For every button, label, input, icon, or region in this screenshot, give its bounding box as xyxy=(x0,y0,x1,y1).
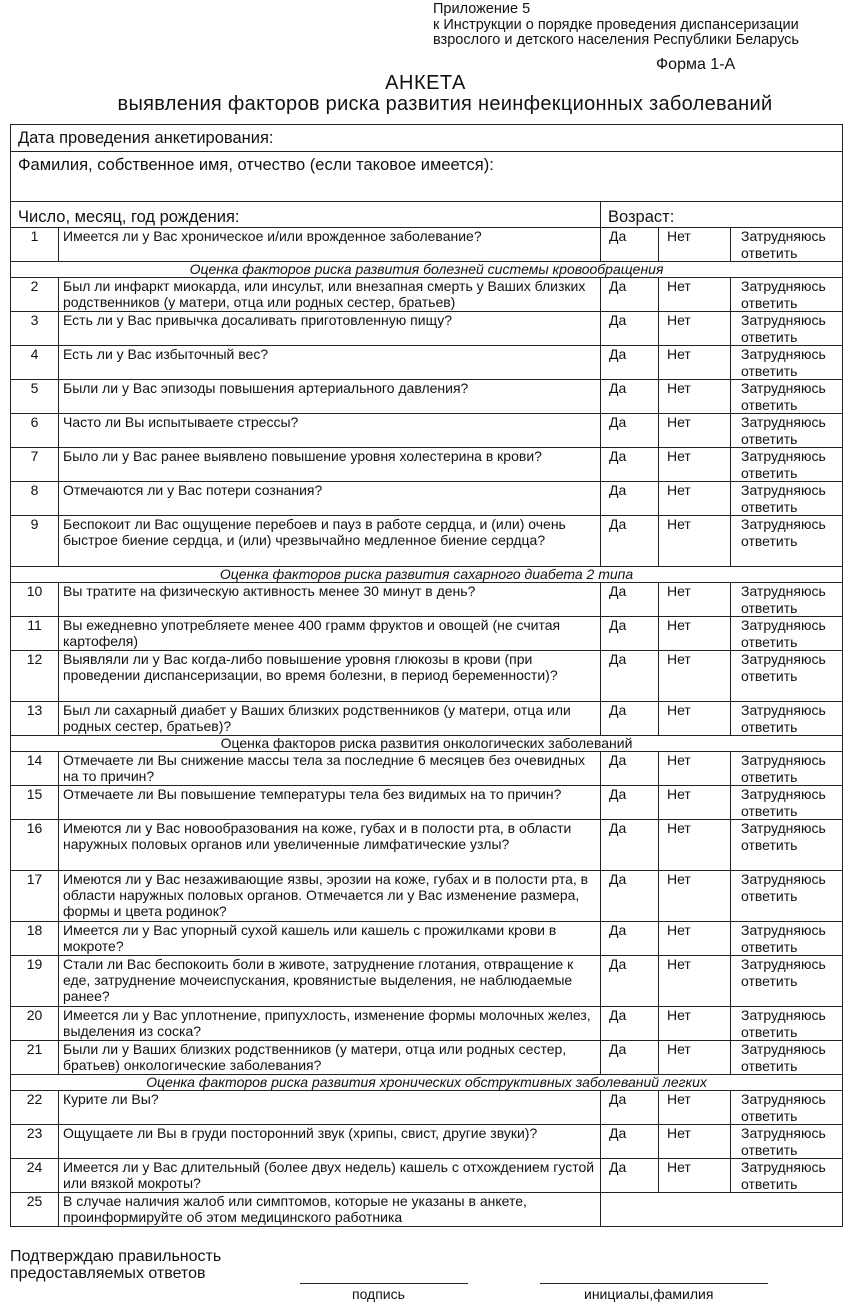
section-heading: Оценка факторов риска развития болезней системы кровообращения xyxy=(11,262,843,278)
answer-yes[interactable]: Да xyxy=(601,380,659,414)
birth-date-field[interactable]: Число, месяц, год рождения: xyxy=(11,202,601,228)
answer-unsure[interactable]: Затрудняюсь ответить xyxy=(731,1159,843,1193)
question-text: Вы тратите на физическую активность менее 30 минут в день? xyxy=(59,583,601,617)
question-number: 18 xyxy=(11,922,59,956)
answer-yes[interactable]: Да xyxy=(601,346,659,380)
appendix-reference-line1: к Инструкции о порядке проведения диспансеризации xyxy=(433,16,799,33)
answer-no[interactable]: Нет xyxy=(659,786,731,820)
answer-unsure[interactable]: Затрудняюсь ответить xyxy=(731,871,843,922)
question-number: 22 xyxy=(11,1091,59,1125)
date-row xyxy=(11,125,843,152)
question-number: 6 xyxy=(11,414,59,448)
answer-unsure[interactable]: Затрудняюсь ответить xyxy=(731,1091,843,1125)
date-field[interactable]: Дата проведения анкетирования: xyxy=(11,125,843,152)
question-number: 13 xyxy=(11,702,59,736)
section-row xyxy=(11,736,843,752)
answer-no[interactable]: Нет xyxy=(659,380,731,414)
question-row xyxy=(11,1091,843,1125)
answer-unsure[interactable]: Затрудняюсь ответить xyxy=(731,752,843,786)
question-row xyxy=(11,786,843,820)
answer-yes[interactable]: Да xyxy=(601,786,659,820)
answer-yes[interactable]: Да xyxy=(601,1159,659,1193)
answer-unsure[interactable]: Затрудняюсь ответить xyxy=(731,956,843,1007)
question-number: 15 xyxy=(11,786,59,820)
question-text: Курите ли Вы? xyxy=(59,1091,601,1125)
confirmation-text xyxy=(10,1248,221,1282)
answer-no[interactable]: Нет xyxy=(659,1125,731,1159)
answer-no[interactable]: Нет xyxy=(659,228,731,262)
question-row xyxy=(11,820,843,871)
question-text: Был ли сахарный диабет у Ваших близких родственников (у матери, отца или родных сестер, братьев)? xyxy=(59,702,601,736)
section-row xyxy=(11,1075,843,1091)
question-row xyxy=(11,482,843,516)
name-row xyxy=(11,152,843,202)
question-row xyxy=(11,414,843,448)
question-number: 25 xyxy=(11,1193,59,1227)
appendix-reference-line2: взрослого и детского населения Республики Беларусь xyxy=(433,32,799,48)
question-text: Был ли инфаркт миокарда, или инсульт, или внезапная смерть у Ваших близких родственников (у матери, отца или родных сестер, братьев) xyxy=(59,278,601,312)
question-row xyxy=(11,1007,843,1041)
answer-no[interactable]: Нет xyxy=(659,820,731,871)
question-number: 7 xyxy=(11,448,59,482)
question-row xyxy=(11,617,843,651)
question-row xyxy=(11,346,843,380)
answer-unsure[interactable]: Затрудняюсь ответить xyxy=(731,516,843,567)
answer-unsure[interactable]: Затрудняюсь ответить xyxy=(731,820,843,871)
question-row xyxy=(11,380,843,414)
answer-no[interactable]: Нет xyxy=(659,617,731,651)
question-number: 21 xyxy=(11,1041,59,1075)
question-text: Отмечаете ли Вы снижение массы тела за последние 6 месяцев без очевидных на то причин? xyxy=(59,752,601,786)
initials-label: инициалы,фамилия xyxy=(584,1286,714,1302)
answer-no[interactable]: Нет xyxy=(659,702,731,736)
answer-yes[interactable]: Да xyxy=(601,1041,659,1075)
answer-yes[interactable]: Да xyxy=(601,702,659,736)
answer-no[interactable]: Нет xyxy=(659,956,731,1007)
question-text: Имеется ли у Вас длительный (более двух недель) кашель с отхождением густой или вязкой мокроты? xyxy=(59,1159,601,1193)
answer-unsure[interactable]: Затрудняюсь ответить xyxy=(731,651,843,702)
answer-no[interactable]: Нет xyxy=(659,346,731,380)
answer-yes[interactable]: Да xyxy=(601,583,659,617)
answer-yes[interactable]: Да xyxy=(601,922,659,956)
question-number: 2 xyxy=(11,278,59,312)
question-row xyxy=(11,1125,843,1159)
appendix-number: Приложение 5 xyxy=(433,1,531,17)
signature-line[interactable] xyxy=(300,1283,468,1284)
question-number: 14 xyxy=(11,752,59,786)
answer-no[interactable]: Нет xyxy=(659,414,731,448)
question-row xyxy=(11,651,843,702)
answer-unsure[interactable]: Затрудняюсь ответить xyxy=(731,583,843,617)
answer-no[interactable]: Нет xyxy=(659,651,731,702)
answer-yes[interactable]: Да xyxy=(601,956,659,1007)
question-number: 1 xyxy=(11,228,59,262)
question-row xyxy=(11,1041,843,1075)
confirmation-line2: предоставляемых ответов xyxy=(10,1265,206,1282)
question-row xyxy=(11,871,843,922)
answer-unsure[interactable]: Затрудняюсь ответить xyxy=(731,414,843,448)
answer-no[interactable]: Нет xyxy=(659,922,731,956)
answer-yes[interactable]: Да xyxy=(601,871,659,922)
age-field[interactable]: Возраст: xyxy=(601,202,843,228)
question-text: Были ли у Вас эпизоды повышения артериального давления? xyxy=(59,380,601,414)
question-row xyxy=(11,312,843,346)
answer-yes[interactable]: Да xyxy=(601,1125,659,1159)
question-text: В случае наличия жалоб или симптомов, которые не указаны в анкете, проинформируйте об этом медицинского работника xyxy=(59,1193,601,1227)
question-number: 20 xyxy=(11,1007,59,1041)
questionnaire-table xyxy=(10,124,843,1227)
answer-unsure[interactable]: Затрудняюсь ответить xyxy=(731,346,843,380)
question-text: Есть ли у Вас привычка досаливать приготовленную пищу? xyxy=(59,312,601,346)
section-heading: Оценка факторов риска развития хронических обструктивных заболеваний легких xyxy=(11,1075,843,1091)
answer-no[interactable]: Нет xyxy=(659,482,731,516)
answer-no[interactable]: Нет xyxy=(659,1091,731,1125)
answer-yes[interactable]: Да xyxy=(601,820,659,871)
question-number: 11 xyxy=(11,617,59,651)
answer-yes[interactable]: Да xyxy=(601,1007,659,1041)
question-text: Отмечаете ли Вы повышение температуры тела без видимых на то причин? xyxy=(59,786,601,820)
question-row xyxy=(11,278,843,312)
initials-line[interactable] xyxy=(540,1283,768,1284)
answer-yes[interactable]: Да xyxy=(601,617,659,651)
answer-yes[interactable]: Да xyxy=(601,752,659,786)
free-text-answer-cell[interactable] xyxy=(601,1193,843,1227)
answer-no[interactable]: Нет xyxy=(659,871,731,922)
question-number: 16 xyxy=(11,820,59,871)
question-text: Было ли у Вас ранее выявлено повышение уровня холестерина в крови? xyxy=(59,448,601,482)
question-text: Имеется ли у Вас хроническое и/или врожденное заболевание? xyxy=(59,228,601,262)
answer-no[interactable]: Нет xyxy=(659,583,731,617)
question-row xyxy=(11,922,843,956)
answer-unsure[interactable]: Затрудняюсь ответить xyxy=(731,448,843,482)
signature-label: подпись xyxy=(352,1286,405,1302)
question-number: 3 xyxy=(11,312,59,346)
page-title: АНКЕТА xyxy=(385,72,466,94)
question-row xyxy=(11,516,843,567)
full-name-field[interactable]: Фамилия, собственное имя, отчество (если таковое имеется): xyxy=(11,152,843,202)
question-number: 23 xyxy=(11,1125,59,1159)
question-text: Имеются ли у Вас незаживающие язвы, эрозии на коже, губах и в полости рта, в области наружных половых органов. Отмечается ли у Вас изменение размера, формы и цвета родинок? xyxy=(59,871,601,922)
answer-yes[interactable]: Да xyxy=(601,414,659,448)
answer-yes[interactable]: Да xyxy=(601,228,659,262)
question-number: 8 xyxy=(11,482,59,516)
question-row xyxy=(11,752,843,786)
page-subtitle: выявления факторов риска развития неинфекционных заболеваний xyxy=(117,93,773,115)
question-row xyxy=(11,702,843,736)
answer-unsure[interactable]: Затрудняюсь ответить xyxy=(731,312,843,346)
answer-no[interactable]: Нет xyxy=(659,278,731,312)
answer-unsure[interactable]: Затрудняюсь ответить xyxy=(731,482,843,516)
question-row xyxy=(11,1159,843,1193)
answer-no[interactable]: Нет xyxy=(659,516,731,567)
section-heading: Оценка факторов риска развития сахарного диабета 2 типа xyxy=(11,567,843,583)
question-text: Были ли у Ваших близких родственников (у матери, отца или родных сестер, братьев) онкологические заболевания? xyxy=(59,1041,601,1075)
question-text: Имеется ли у Вас упорный сухой кашель или кашель с прожилками крови в мокроте? xyxy=(59,922,601,956)
question-row xyxy=(11,583,843,617)
answer-yes[interactable]: Да xyxy=(601,482,659,516)
question-text: Выявляли ли у Вас когда-либо повышение уровня глюкозы в крови (при проведении диспансеризации, во время болезни, в период беременности)? xyxy=(59,651,601,702)
confirmation-line1: Подтверждаю правильность xyxy=(10,1248,222,1265)
answer-unsure[interactable]: Затрудняюсь ответить xyxy=(731,1041,843,1075)
section-row xyxy=(11,262,843,278)
answer-no[interactable]: Нет xyxy=(659,312,731,346)
answer-no[interactable]: Нет xyxy=(659,1007,731,1041)
answer-unsure[interactable]: Затрудняюсь ответить xyxy=(731,278,843,312)
answer-no[interactable]: Нет xyxy=(659,448,731,482)
answer-unsure[interactable]: Затрудняюсь ответить xyxy=(731,228,843,262)
answer-yes[interactable]: Да xyxy=(601,1091,659,1125)
answer-no[interactable]: Нет xyxy=(659,1041,731,1075)
answer-yes[interactable]: Да xyxy=(601,516,659,567)
question-number: 17 xyxy=(11,871,59,922)
question-number: 24 xyxy=(11,1159,59,1193)
question-text: Имеются ли у Вас новообразования на коже, губах и в полости рта, в области наружных половых органов или увеличенные лимфатические узлы? xyxy=(59,820,601,871)
question-number: 10 xyxy=(11,583,59,617)
question-row xyxy=(11,228,843,262)
section-heading: Оценка факторов риска развития онкологических заболеваний xyxy=(11,736,843,752)
answer-yes[interactable]: Да xyxy=(601,651,659,702)
answer-yes[interactable]: Да xyxy=(601,278,659,312)
appendix-header xyxy=(433,2,799,49)
question-row xyxy=(11,1193,843,1227)
question-row xyxy=(11,448,843,482)
question-number: 19 xyxy=(11,956,59,1007)
question-text: Отмечаются ли у Вас потери сознания? xyxy=(59,482,601,516)
section-row xyxy=(11,567,843,583)
answer-yes[interactable]: Да xyxy=(601,312,659,346)
answer-no[interactable]: Нет xyxy=(659,752,731,786)
answer-unsure[interactable]: Затрудняюсь ответить xyxy=(731,702,843,736)
birth-row xyxy=(11,202,843,228)
answer-no[interactable]: Нет xyxy=(659,1159,731,1193)
answer-unsure[interactable]: Затрудняюсь ответить xyxy=(731,1125,843,1159)
question-text: Есть ли у Вас избыточный вес? xyxy=(59,346,601,380)
question-number: 9 xyxy=(11,516,59,567)
question-text: Часто ли Вы испытываете стрессы? xyxy=(59,414,601,448)
question-text: Беспокоит ли Вас ощущение перебоев и пауз в работе сердца, и (или) очень быстрое биение сердца, и (или) чрезвычайно медленное биение сердца? xyxy=(59,516,601,567)
question-number: 12 xyxy=(11,651,59,702)
question-text: Стали ли Вас беспокоить боли в животе, затруднение глотания, отвращение к еде, затруднение мочеиспускания, кровянистые выделения, не наблюдаемые ранее? xyxy=(59,956,601,1007)
answer-unsure[interactable]: Затрудняюсь ответить xyxy=(731,786,843,820)
answer-yes[interactable]: Да xyxy=(601,448,659,482)
question-text: Имеется ли у Вас уплотнение, припухлость, изменение формы молочных желез, выделения из соска? xyxy=(59,1007,601,1041)
answer-unsure[interactable]: Затрудняюсь ответить xyxy=(731,1007,843,1041)
question-number: 4 xyxy=(11,346,59,380)
form-number: Форма 1-А xyxy=(656,56,736,73)
answer-unsure[interactable]: Затрудняюсь ответить xyxy=(731,922,843,956)
question-text: Вы ежедневно употребляете менее 400 грамм фруктов и овощей (не считая картофеля) xyxy=(59,617,601,651)
answer-unsure[interactable]: Затрудняюсь ответить xyxy=(731,380,843,414)
question-number: 5 xyxy=(11,380,59,414)
question-row xyxy=(11,956,843,1007)
question-text: Ощущаете ли Вы в груди посторонний звук (хрипы, свист, другие звуки)? xyxy=(59,1125,601,1159)
answer-unsure[interactable]: Затрудняюсь ответить xyxy=(731,617,843,651)
